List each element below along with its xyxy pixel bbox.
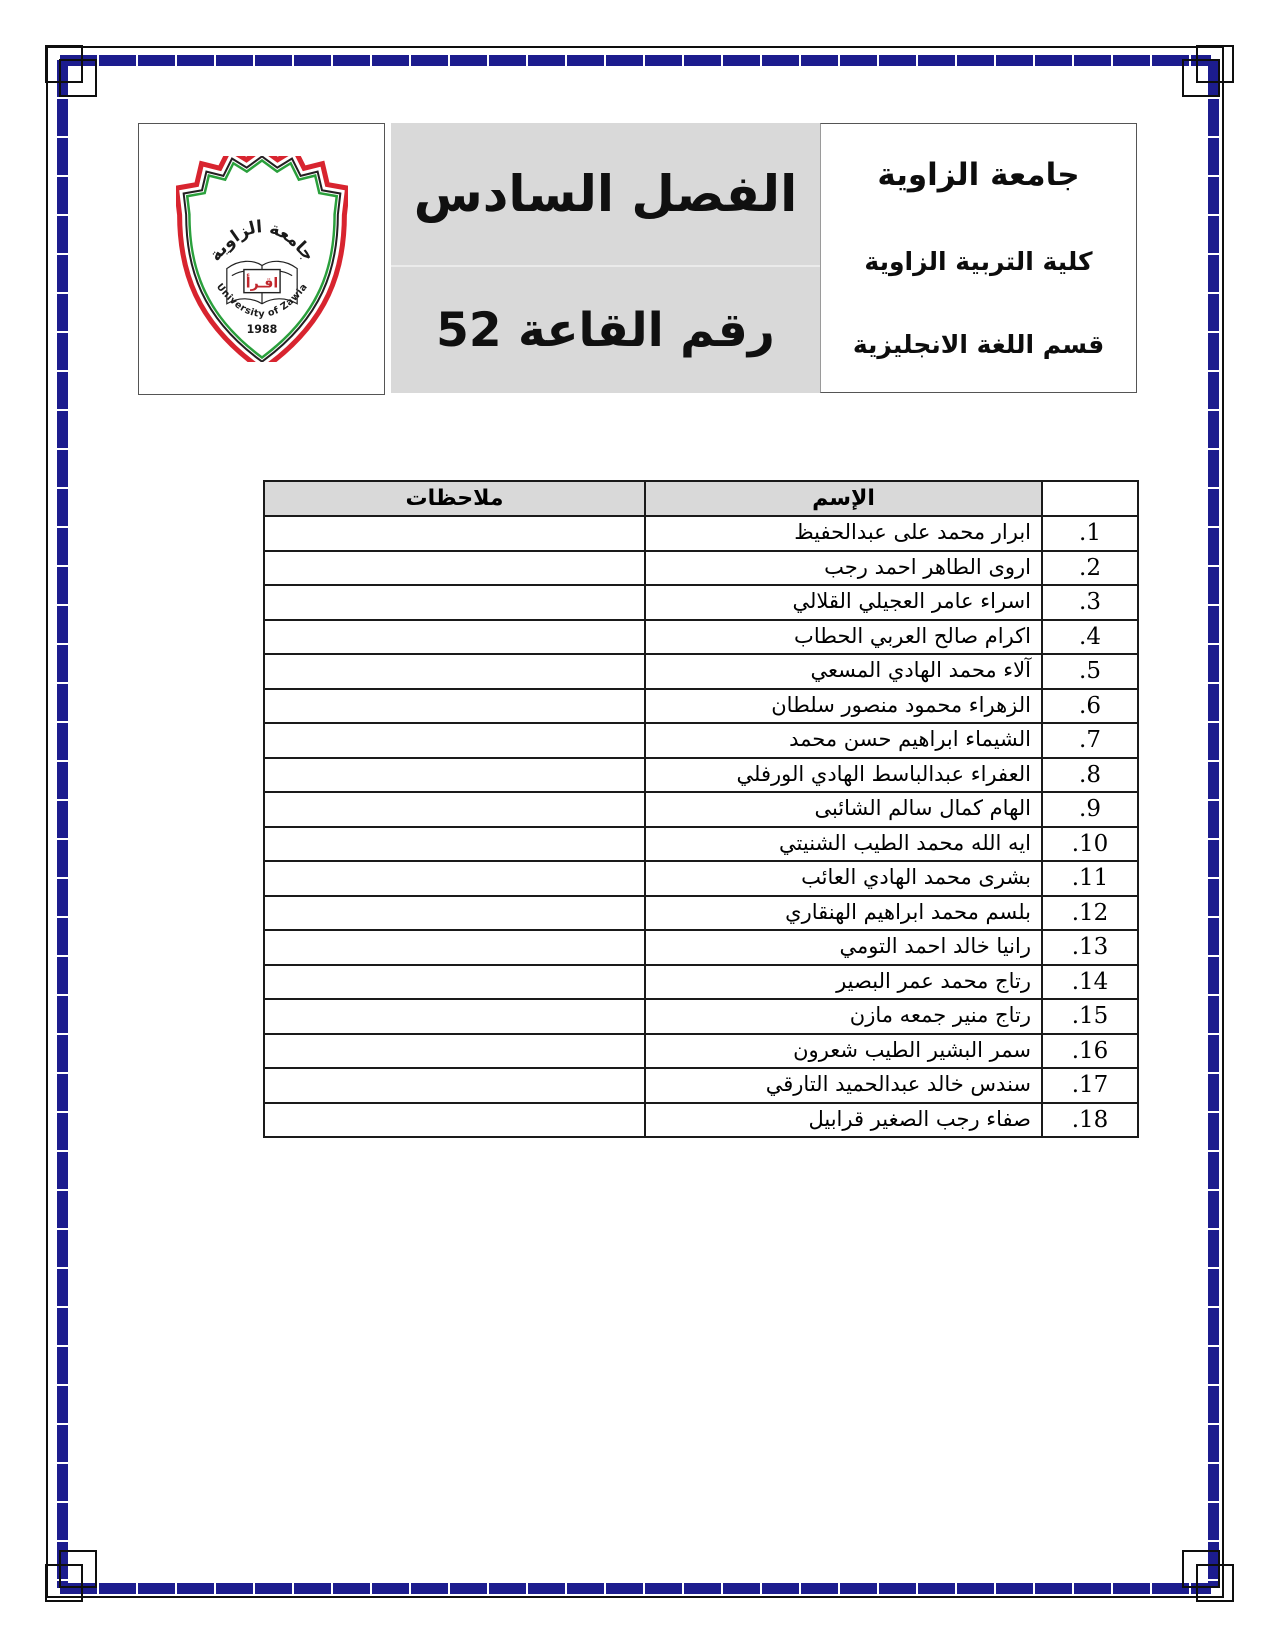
border-corner-ornament <box>1182 1550 1220 1588</box>
table-row <box>264 999 1138 1034</box>
border-corner-ornament <box>59 59 97 97</box>
student-name: الزهراء محمود منصور سلطان <box>645 689 1042 724</box>
notes-cell <box>264 827 645 862</box>
notes-column-header: ملاحظات <box>264 481 645 516</box>
row-number: 13. <box>1042 930 1138 965</box>
row-number: 15. <box>1042 999 1138 1034</box>
student-name: اروى الطاهر احمد رجب <box>645 551 1042 586</box>
border-corner-ornament <box>59 1550 97 1588</box>
row-number: 6. <box>1042 689 1138 724</box>
page-border-band-right <box>1208 60 1219 1588</box>
roster-body <box>264 516 1138 1137</box>
page-border-band-left <box>57 60 68 1588</box>
university-name: جامعة الزاوية <box>877 157 1080 193</box>
notes-cell <box>264 1068 645 1103</box>
logo-year: 1988 <box>246 322 277 336</box>
notes-cell <box>264 654 645 689</box>
room-banner-row <box>391 265 820 393</box>
table-row <box>264 723 1138 758</box>
table-row <box>264 758 1138 793</box>
logo-cell <box>138 123 385 395</box>
notes-cell <box>264 689 645 724</box>
notes-cell <box>264 896 645 931</box>
student-name: العفراء عبدالباسط الهادي الورفلي <box>645 758 1042 793</box>
student-name: الهام كمال سالم الشائبى <box>645 792 1042 827</box>
student-roster-table <box>263 480 1139 1138</box>
table-row <box>264 654 1138 689</box>
notes-cell <box>264 861 645 896</box>
student-name: ايه الله محمد الطيب الشنيتي <box>645 827 1042 862</box>
notes-cell <box>264 1034 645 1069</box>
table-row <box>264 551 1138 586</box>
notes-cell <box>264 551 645 586</box>
table-row <box>264 620 1138 655</box>
student-name: رتاج محمد عمر البصير <box>645 965 1042 1000</box>
row-number: 1. <box>1042 516 1138 551</box>
page-border-band-top <box>60 55 1211 66</box>
row-number: 4. <box>1042 620 1138 655</box>
notes-cell <box>264 758 645 793</box>
logo-arc-arabic-text: جامعة الزاوية <box>205 217 318 266</box>
page-border-band-bottom <box>60 1583 1211 1594</box>
table-row <box>264 930 1138 965</box>
table-row <box>264 792 1138 827</box>
row-number: 5. <box>1042 654 1138 689</box>
faculty-name: كلية التربية الزاوية <box>864 247 1093 276</box>
row-number: 18. <box>1042 1103 1138 1138</box>
student-name: اكرام صالح العربي الحطاب <box>645 620 1042 655</box>
student-name: اسراء عامر العجيلي القلالي <box>645 585 1042 620</box>
table-row <box>264 689 1138 724</box>
row-number: 17. <box>1042 1068 1138 1103</box>
student-name: آلاء محمد الهادي المسعي <box>645 654 1042 689</box>
table-row <box>264 1034 1138 1069</box>
row-number: 9. <box>1042 792 1138 827</box>
row-number: 10. <box>1042 827 1138 862</box>
student-name: رانيا خالد احمد التومي <box>645 930 1042 965</box>
semester-banner-row <box>391 123 820 265</box>
table-row <box>264 861 1138 896</box>
table-row <box>264 516 1138 551</box>
student-name: صفاء رجب الصغير قرابيل <box>645 1103 1042 1138</box>
student-name: بشرى محمد الهادي العائب <box>645 861 1042 896</box>
notes-cell <box>264 585 645 620</box>
row-number: 14. <box>1042 965 1138 1000</box>
student-name: الشيماء ابراهيم حسن محمد <box>645 723 1042 758</box>
notes-cell <box>264 516 645 551</box>
table-row <box>264 585 1138 620</box>
row-number: 11. <box>1042 861 1138 896</box>
notes-cell <box>264 1103 645 1138</box>
student-name: ابرار محمد على عبدالحفيظ <box>645 516 1042 551</box>
notes-cell <box>264 723 645 758</box>
roster-header-row <box>264 481 1138 516</box>
logo-arc-english-text: University of Zawia <box>213 281 310 320</box>
department-name: قسم اللغة الانجليزية <box>852 330 1105 359</box>
university-info-cell <box>820 123 1137 393</box>
student-name: بلسم محمد ابراهيم الهنقاري <box>645 896 1042 931</box>
table-row <box>264 896 1138 931</box>
table-row <box>264 1068 1138 1103</box>
iqra-word: اقـرأ <box>245 275 278 292</box>
student-name: سندس خالد عبدالحميد التارقي <box>645 1068 1042 1103</box>
student-name: رتاج منير جمعه مازن <box>645 999 1042 1034</box>
semester-title: الفصل السادس <box>413 165 798 223</box>
room-number-title: رقم القاعة 52 <box>436 302 775 358</box>
notes-cell <box>264 965 645 1000</box>
number-column-header <box>1042 481 1138 516</box>
border-corner-ornament <box>1182 59 1220 97</box>
row-number: 3. <box>1042 585 1138 620</box>
banner-cell <box>391 123 820 393</box>
table-row <box>264 965 1138 1000</box>
row-number: 12. <box>1042 896 1138 931</box>
row-number: 7. <box>1042 723 1138 758</box>
row-number: 8. <box>1042 758 1138 793</box>
university-of-zawia-logo-icon <box>176 156 348 362</box>
student-name: سمر البشير الطيب شعرون <box>645 1034 1042 1069</box>
row-number: 16. <box>1042 1034 1138 1069</box>
row-number: 2. <box>1042 551 1138 586</box>
notes-cell <box>264 999 645 1034</box>
notes-cell <box>264 792 645 827</box>
table-row <box>264 827 1138 862</box>
notes-cell <box>264 930 645 965</box>
table-row <box>264 1103 1138 1138</box>
name-column-header: الإسم <box>645 481 1042 516</box>
notes-cell <box>264 620 645 655</box>
